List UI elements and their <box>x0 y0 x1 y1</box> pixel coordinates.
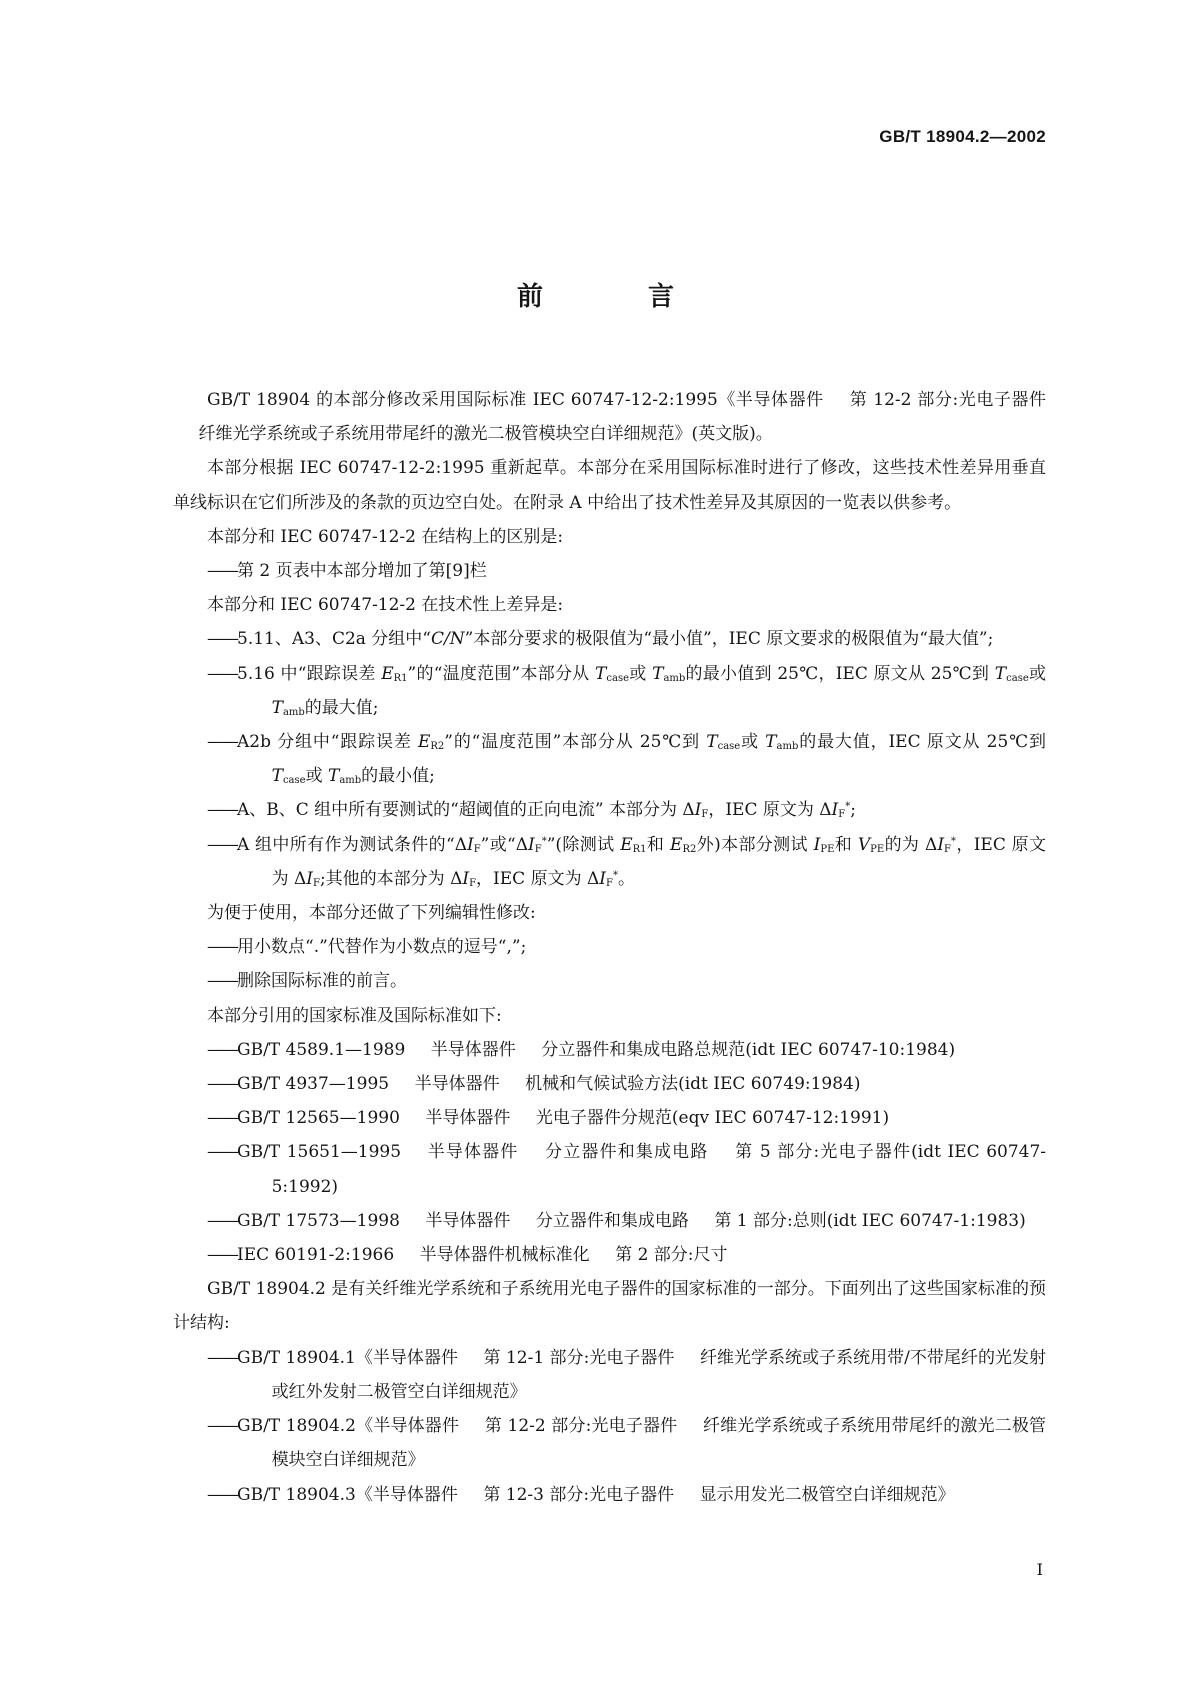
list-item: ——GB/T 18904.1《半导体器件 第 12-1 部分:光电子器件 纤维光学系统或子系统用带/不带尾纤的光发射或红外发射二极管空白详细规范》 <box>207 1347 1047 1402</box>
list-item: ——GB/T 15651—1995 半导体器件 分立器件和集成电路 第 5 部分:光电子器件(idt IEC 60747-5:1992) <box>207 1142 1047 1197</box>
list-item: ——IEC 60191-2:1966 半导体器件机械标准化 第 2 部分:尺寸 <box>207 1245 728 1266</box>
page-title: 前 言 <box>516 282 723 312</box>
foreword-body <box>173 383 1046 1512</box>
list-item: ——GB/T 17573—1998 半导体器件 分立器件和集成电路 第 1 部分:总则(idt IEC 60747-1:1983) <box>207 1210 1026 1231</box>
list-item: ——GB/T 18904.3《半导体器件 第 12-3 部分:光电子器件 显示用发光二极管空白详细规范》 <box>207 1484 955 1505</box>
list-item: ——GB/T 4937—1995 半导体器件 机械和气候试验方法(idt IEC 60749:1984) <box>207 1074 861 1095</box>
list-item: ——A 组中所有作为测试条件的“$\Delta I_F$”或“$\Delta I_F^*$”(除测试 $E_{R1}$和 $E_{R2}$外)本部分测试 $I_{PE}$和 $V_{PE}$的为 $\Delta I_F^*$，IEC 原文为 $\Delta I_F$;其他的本部分为 $\Delta I_F$，IEC 原文为 $\Delta I_F^*$。 <box>207 834 1046 889</box>
paragraph-editorial: 为便于使用，本部分还做了下列编辑性修改: <box>207 903 536 924</box>
paragraph-references: 本部分引用的国家标准及国际标准如下: <box>207 1005 502 1026</box>
paragraph-adoption: GB/T 18904 的本部分修改采用国际标准 IEC 60747-12-2:1995《半导体器件 第 12-2 部分:光电子器件纤维光学系统或子系统用带尾纤的激光二极管模块空白详细规范》(英文版)。 <box>198 390 1046 445</box>
list-item: ——A、B、C 组中所有要测试的“超阈值的正向电流” 本部分为 $\Delta I_F$，IEC 原文为 $\Delta I_F^*$; <box>207 800 856 821</box>
list-item: ——GB/T 18904.2《半导体器件 第 12-2 部分:光电子器件 纤维光学系统或子系统用带尾纤的激光二极管模块空白详细规范》 <box>207 1416 1047 1471</box>
list-item: ——GB/T 12565—1990 半导体器件 光电子器件分规范(eqv IEC 60747-12:1991) <box>207 1108 890 1129</box>
list-item: ——5.16 中“跟踪误差 $E_{R1}$”的“温度范围”本部分从 $T_{case}$或 $T_{amb}$的最小值到 25℃，IEC 原文从 25℃到 $T_{case}$或 $T_{amb}$的最大值; <box>207 663 1046 718</box>
list-item: ——GB/T 4589.1—1989 半导体器件 分立器件和集成电路总规范(idt IEC 60747-10:1984) <box>207 1039 956 1060</box>
list-item: ——5.11、A3、C2a 分组中“C/N”本部分要求的极限值为“最小值”，IEC 原文要求的极限值为“最大值”; <box>207 629 994 650</box>
list-item: ——第 2 页表中本部分增加了第[9]栏 <box>207 561 487 582</box>
paragraph-redraft: 本部分根据 IEC 60747-12-2:1995 重新起草。本部分在采用国际标准时进行了修改，这些技术性差异用垂直单线标识在它们所涉及的条款的页边空白处。在附录 A 中给出了技术性差异及其原因的一览表以供参考。 <box>173 458 1046 513</box>
paragraph-series: GB/T 18904.2 是有关纤维光学系统和子系统用光电子器件的国家标准的一部分。下面列出了这些国家标准的预计结构: <box>173 1279 1046 1334</box>
standard-number: GB/T 18904.2—2002 <box>879 127 1046 146</box>
page-number: I <box>1036 1560 1043 1579</box>
paragraph-technical-diff: 本部分和 IEC 60747-12-2 在技术性上差异是: <box>207 595 564 616</box>
list-item: ——删除国际标准的前言。 <box>207 971 407 992</box>
list-item: ——用小数点“.”代替作为小数点的逗号“,”; <box>207 937 527 958</box>
list-item: ——A2b 分组中“跟踪误差 $E_{R2}$”的“温度范围”本部分从 25℃到 $T_{case}$或 $T_{amb}$的最大值，IEC 原文从 25℃到 $T_{case}$或 $T_{amb}$的最小值; <box>207 732 1046 787</box>
paragraph-structure-diff: 本部分和 IEC 60747-12-2 在结构上的区别是: <box>207 526 564 547</box>
